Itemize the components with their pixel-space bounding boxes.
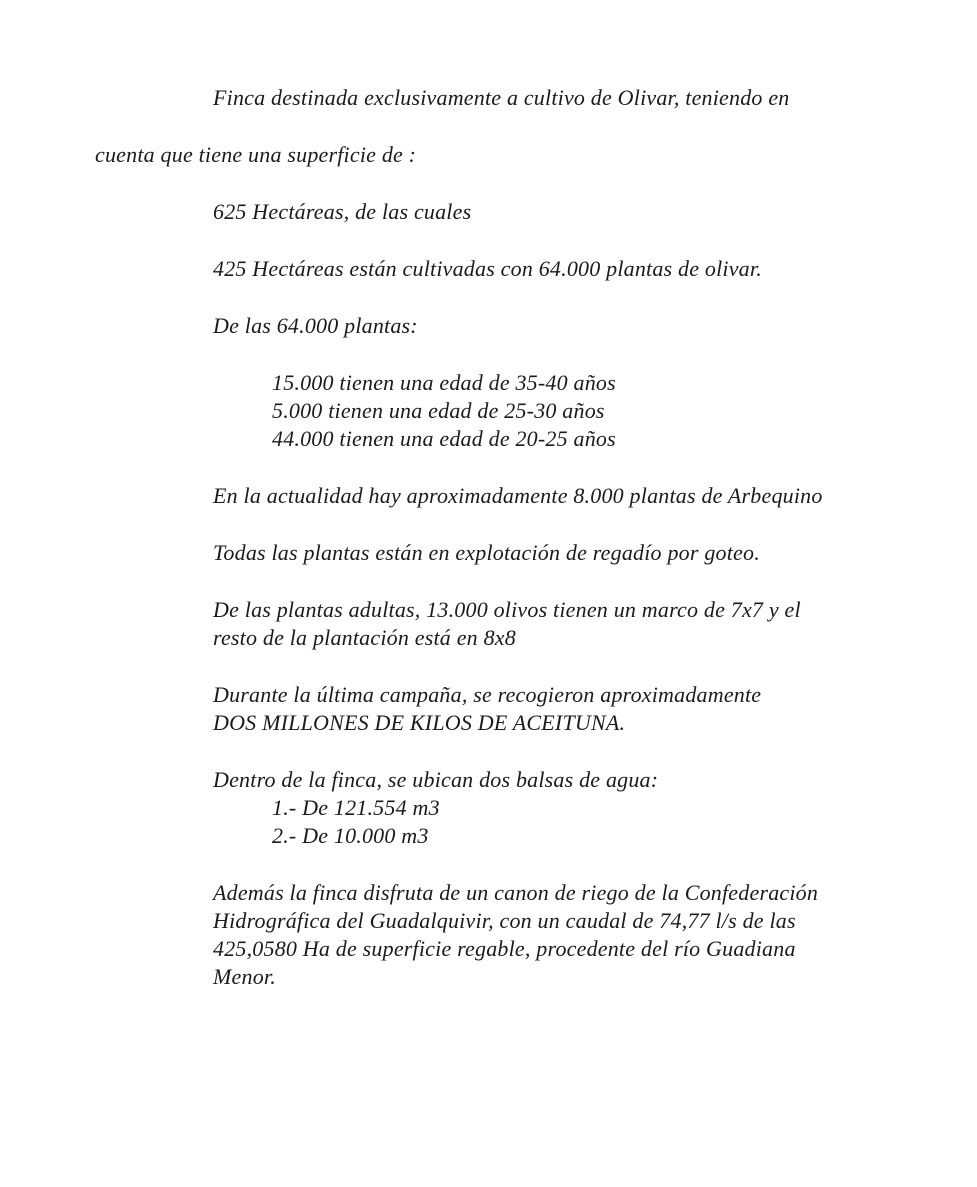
document-line: Hidrográfica del Guadalquivir, con un caudal de 74,77 l/s de las [213,908,796,933]
document-line: 425,0580 Ha de superficie regable, procedente del río Guadiana [213,936,796,961]
document-line: resto de la plantación está en 8x8 [213,625,516,650]
document-line: Todas las plantas están en explotación de regadío por goteo. [213,540,760,565]
document-line: Menor. [213,964,276,989]
document-line: De las 64.000 plantas: [213,313,418,338]
document-line: De las plantas adultas, 13.000 olivos tienen un marco de 7x7 y el [213,597,801,622]
document-line: En la actualidad hay aproximadamente 8.000 plantas de Arbequino [213,483,823,508]
document-line: 625 Hectáreas, de las cuales [213,199,472,224]
document-line: DOS MILLONES DE KILOS DE ACEITUNA. [213,710,626,735]
document-line: Finca destinada exclusivamente a cultivo de Olivar, teniendo en [213,85,790,110]
document-line: 15.000 tienen una edad de 35-40 años [272,370,616,395]
document-line: Dentro de la finca, se ubican dos balsas de agua: [213,767,659,792]
document-line: 5.000 tienen una edad de 25-30 años [272,398,605,423]
document-line: 425 Hectáreas están cultivadas con 64.000 plantas de olivar. [213,256,762,281]
document-line: 2.- De 10.000 m3 [272,823,429,848]
document-line: 1.- De 121.554 m3 [272,795,440,820]
document-line: Durante la última campaña, se recogieron aproximadamente [213,682,762,707]
document-line: cuenta que tiene una superficie de : [95,142,417,167]
document-line: 44.000 tienen una edad de 20-25 años [272,426,616,451]
document-line: Además la finca disfruta de un canon de riego de la Confederación [213,880,819,905]
